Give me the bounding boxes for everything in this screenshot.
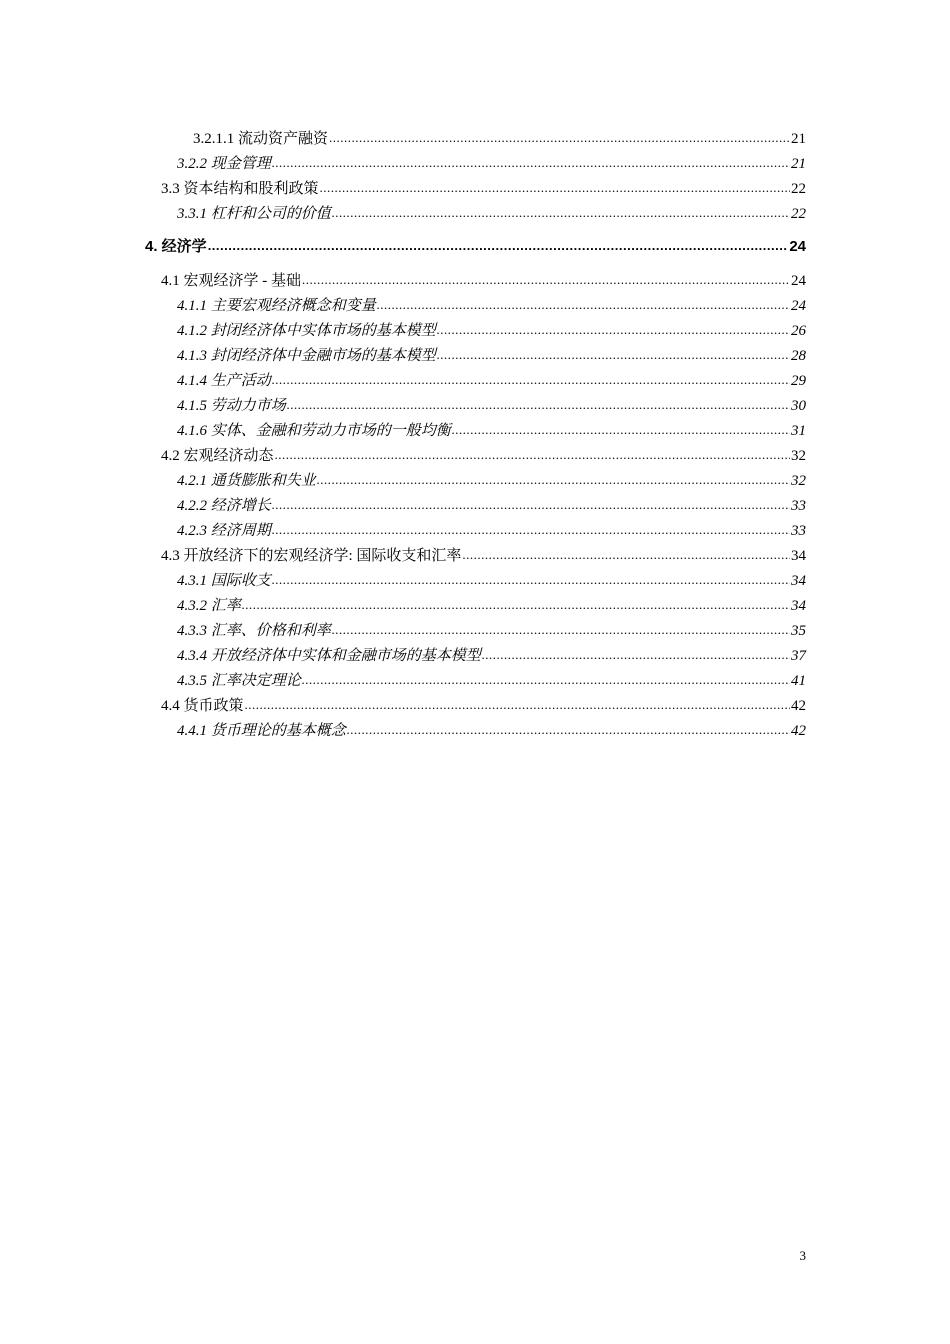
- toc-entry-title: 4.3.2 汇率: [177, 598, 241, 614]
- toc-entry-title: 4.3.4 开放经济体中实体和金融市场的基本模型: [177, 648, 481, 664]
- toc-dot-leader: [320, 175, 790, 200]
- toc-entry-page-number: 33: [791, 498, 806, 514]
- toc-entry-page-number: 21: [791, 131, 806, 147]
- toc-dot-leader: [272, 567, 790, 592]
- toc-entry-title: 4.3 开放经济下的宏观经济学: 国际收支和汇率: [161, 548, 462, 564]
- toc-entry-title: 4.2.2 经济增长: [177, 498, 271, 514]
- toc-entry-page-number: 35: [791, 623, 806, 639]
- toc-dot-leader: [302, 667, 790, 692]
- toc-dot-leader: [242, 592, 790, 617]
- page-number: 3: [799, 1248, 806, 1263]
- toc-entry[interactable]: [145, 518, 806, 543]
- toc-dot-leader: [275, 442, 790, 467]
- toc-entry-title: 3.3 资本结构和股利政策: [161, 181, 319, 197]
- toc-dot-leader: [208, 233, 789, 258]
- toc-dot-leader: [377, 292, 790, 317]
- toc-entry[interactable]: [145, 718, 806, 743]
- toc-entry-title: 4.2.3 经济周期: [177, 523, 271, 539]
- toc-dot-leader: [332, 617, 790, 642]
- toc-dot-leader: [272, 367, 790, 392]
- toc-entry-title: 4.3.3 汇率、价格和利率: [177, 623, 331, 639]
- toc-entry-page-number: 21: [791, 156, 806, 172]
- toc-entry[interactable]: [145, 593, 806, 618]
- toc-entry-page-number: 42: [791, 723, 806, 739]
- toc-dot-leader: [317, 467, 790, 492]
- toc-entry-title: 4.4 货币政策: [161, 698, 244, 714]
- toc-entry-page-number: 32: [791, 448, 806, 464]
- toc-entry[interactable]: [145, 368, 806, 393]
- toc-dot-leader: [245, 692, 790, 717]
- toc-entry-title: 4.1.4 生产活动: [177, 373, 271, 389]
- toc-entry[interactable]: [145, 668, 806, 693]
- toc-entry-title: 4.4.1 货币理论的基本概念: [177, 723, 346, 739]
- toc-entry-page-number: 29: [791, 373, 806, 389]
- toc-entry-title: 4.1.3 封闭经济体中金融市场的基本模型: [177, 348, 436, 364]
- toc-dot-leader: [347, 717, 790, 742]
- toc-dot-leader: [452, 417, 790, 442]
- toc-entry[interactable]: [145, 568, 806, 593]
- toc-entry[interactable]: [145, 293, 806, 318]
- toc-entry-page-number: 42: [791, 698, 806, 714]
- toc-entry-page-number: 22: [791, 206, 806, 222]
- toc-entry[interactable]: [145, 343, 806, 368]
- toc-entry[interactable]: [145, 418, 806, 443]
- toc-dot-leader: [482, 642, 790, 667]
- toc-entry[interactable]: [145, 618, 806, 643]
- toc-entry-title: 4.1.5 劳动力市场: [177, 398, 286, 414]
- toc-entry[interactable]: [145, 176, 806, 201]
- toc-entry-page-number: 24: [789, 238, 806, 255]
- toc-entry[interactable]: [145, 151, 806, 176]
- toc-entry[interactable]: [145, 493, 806, 518]
- toc-entry[interactable]: [145, 393, 806, 418]
- toc-dot-leader: [272, 492, 790, 517]
- toc-entry-page-number: 24: [791, 298, 806, 314]
- toc-entry[interactable]: [145, 468, 806, 493]
- toc-entry-title: 4.2.1 通货膨胀和失业: [177, 473, 316, 489]
- toc-dot-leader: [437, 342, 790, 367]
- toc-entry-title: 4.1.6 实体、金融和劳动力市场的一般均衡: [177, 423, 451, 439]
- toc-entry-title: 4.2 宏观经济动态: [161, 448, 274, 464]
- table-of-contents: [145, 126, 806, 743]
- toc-entry-title: 4. 经济学: [145, 238, 207, 255]
- toc-entry-page-number: 30: [791, 398, 806, 414]
- toc-entry[interactable]: [145, 443, 806, 468]
- toc-entry-title: 4.1.2 封闭经济体中实体市场的基本模型: [177, 323, 436, 339]
- toc-entry-title: 3.2.1.1 流动资产融资: [193, 131, 329, 147]
- toc-dot-leader: [272, 517, 790, 542]
- toc-entry-page-number: 26: [791, 323, 806, 339]
- toc-entry-title: 3.3.1 杠杆和公司的价值: [177, 206, 331, 222]
- toc-entry-page-number: 34: [791, 573, 806, 589]
- toc-entry[interactable]: [145, 126, 806, 151]
- toc-entry[interactable]: [145, 201, 806, 226]
- toc-entry-page-number: 34: [791, 598, 806, 614]
- toc-dot-leader: [272, 150, 790, 175]
- toc-dot-leader: [332, 200, 790, 225]
- toc-entry[interactable]: [145, 234, 806, 259]
- toc-entry[interactable]: [145, 543, 806, 568]
- toc-dot-leader: [462, 542, 790, 567]
- toc-dot-leader: [287, 392, 790, 417]
- toc-entry-page-number: 28: [791, 348, 806, 364]
- toc-entry-page-number: 31: [791, 423, 806, 439]
- toc-entry-title: 4.3.1 国际收支: [177, 573, 271, 589]
- toc-entry[interactable]: [145, 693, 806, 718]
- toc-entry-title: 4.3.5 汇率决定理论: [177, 673, 301, 689]
- toc-entry-page-number: 37: [791, 648, 806, 664]
- toc-entry-page-number: 41: [791, 673, 806, 689]
- toc-entry-title: 3.2.2 现金管理: [177, 156, 271, 172]
- toc-entry-title: 4.1.1 主要宏观经济概念和变量: [177, 298, 376, 314]
- toc-entry-page-number: 33: [791, 523, 806, 539]
- toc-entry[interactable]: [145, 643, 806, 668]
- toc-entry[interactable]: [145, 268, 806, 293]
- toc-entry-page-number: 24: [791, 273, 806, 289]
- toc-entry[interactable]: [145, 318, 806, 343]
- toc-entry-page-number: 32: [791, 473, 806, 489]
- toc-entry-title: 4.1 宏观经济学 - 基础: [161, 273, 301, 289]
- toc-entry-page-number: 34: [791, 548, 806, 564]
- toc-entry-page-number: 22: [791, 181, 806, 197]
- toc-dot-leader: [329, 125, 790, 150]
- toc-dot-leader: [302, 267, 790, 292]
- toc-dot-leader: [437, 317, 790, 342]
